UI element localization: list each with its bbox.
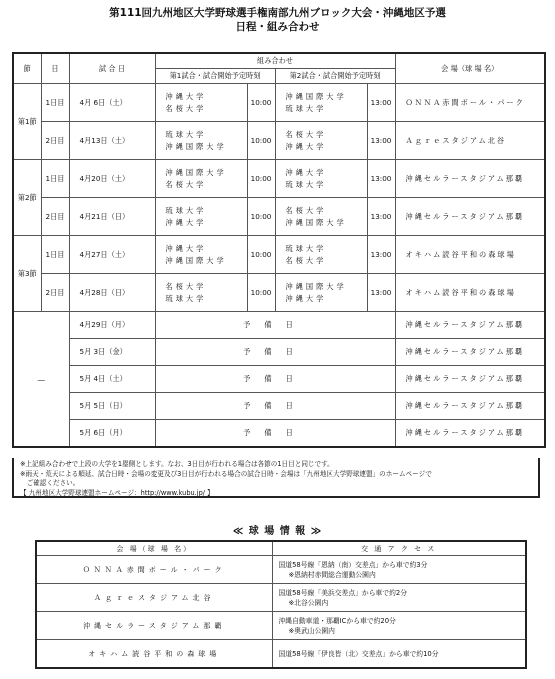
venue-name: Ａｇｒｅスタジアム北谷 xyxy=(36,584,272,612)
team-name: 琉球大学 xyxy=(285,179,327,189)
table-row xyxy=(13,84,545,122)
game1-teams xyxy=(155,236,247,274)
header-date: 試 合 日 xyxy=(69,53,155,84)
game2-time: 13:00 xyxy=(367,160,395,198)
spare-dash: ― xyxy=(13,312,69,448)
note-link-line[interactable]: 【 九州地区大学野球連盟ホームページ：http://www.kubu.jp/ 】 xyxy=(20,488,214,497)
spare-row xyxy=(13,420,545,448)
game1-time: 10:00 xyxy=(247,160,275,198)
day-cell: 2日目 xyxy=(41,198,69,236)
game1-teams xyxy=(155,274,247,312)
date-cell: 4月27日（土） xyxy=(69,236,155,274)
game2-teams xyxy=(275,84,367,122)
team-name: 沖縄大学 xyxy=(285,141,327,151)
game1-time: 10:00 xyxy=(247,122,275,160)
setsu-cell: 第2節 xyxy=(13,160,41,236)
game2-teams xyxy=(275,198,367,236)
access-note: ※北谷公園内 xyxy=(288,598,329,607)
header-kumiawase: 組み合わせ xyxy=(155,53,395,69)
table-row xyxy=(13,236,545,274)
venue-cell: 沖縄セルラースタジアム那覇 xyxy=(395,198,545,236)
spare-label: 予備日 xyxy=(155,312,395,339)
date-cell: 4月13日（土） xyxy=(69,122,155,160)
game2-teams xyxy=(275,236,367,274)
spare-label: 予備日 xyxy=(155,366,395,393)
venue-cell: 沖縄セルラースタジアム那覇 xyxy=(395,160,545,198)
venue-cell: オキハム読谷平和の森球場 xyxy=(395,274,545,312)
game1-teams xyxy=(155,160,247,198)
access-line: 国道58号線「伊良皆（北）交差点」から車で約10分 xyxy=(278,649,439,658)
game2-time: 13:00 xyxy=(367,236,395,274)
note-line: ご確認ください。 xyxy=(20,479,80,487)
schedule-table xyxy=(12,52,546,448)
game2-time: 13:00 xyxy=(367,84,395,122)
table-row xyxy=(13,198,545,236)
team-name: 名桜大学 xyxy=(165,179,207,189)
date-cell: 4月29日（月） xyxy=(69,312,155,339)
header-game2: 第2試合・試合開始予定時刻 xyxy=(275,69,395,84)
team-name: 琉球大学 xyxy=(165,205,207,215)
team-name: 沖縄大学 xyxy=(165,91,207,101)
table-row xyxy=(36,640,526,669)
team-name: 琉球大学 xyxy=(285,243,327,253)
day-cell: 1日目 xyxy=(41,236,69,274)
header-row xyxy=(13,53,545,69)
venue-cell: ＯＮＮＡ赤間ボール・パーク xyxy=(395,84,545,122)
table-row xyxy=(13,160,545,198)
date-cell: 5月 6日（月） xyxy=(69,420,155,448)
page-title: 第111回九州地区大学野球選手権南部九州ブロック大会・沖縄地区予選 xyxy=(109,7,446,19)
game1-time: 10:00 xyxy=(247,84,275,122)
team-name: 沖縄国際大学 xyxy=(165,167,227,177)
date-cell: 4月 6日（土） xyxy=(69,84,155,122)
venue-cell: 沖縄セルラースタジアム那覇 xyxy=(395,420,545,448)
spare-label: 予備日 xyxy=(155,393,395,420)
table-row xyxy=(13,122,545,160)
game2-teams xyxy=(275,160,367,198)
team-name: 沖縄国際大学 xyxy=(285,91,347,101)
page-subtitle: 日程・組み合わせ xyxy=(235,21,320,33)
spare-row xyxy=(13,339,545,366)
spare-label: 予備日 xyxy=(155,339,395,366)
game2-time: 13:00 xyxy=(367,198,395,236)
venue-access xyxy=(272,612,526,640)
game2-teams xyxy=(275,122,367,160)
spare-row xyxy=(13,393,545,420)
team-name: 名桜大学 xyxy=(285,205,327,215)
venue-name: ＯＮＮＡ赤間ボール・パーク xyxy=(36,556,272,584)
date-cell: 4月21日（日） xyxy=(69,198,155,236)
header-row xyxy=(36,541,526,556)
header-venue: 会 場（球 場 名） xyxy=(395,53,545,84)
notes-box xyxy=(12,458,540,498)
note-line: ※上記組み合わせで上段の大学を1塁側とします。なお、3日目が行われる場合は各節の1日目と同じです。 xyxy=(20,460,334,468)
day-cell: 1日目 xyxy=(41,160,69,198)
team-name: 沖縄大学 xyxy=(165,217,207,227)
header-nichi: 日 xyxy=(41,53,69,84)
team-name: 沖縄国際大学 xyxy=(285,281,347,291)
game2-time: 13:00 xyxy=(367,122,395,160)
date-cell: 5月 5日（日） xyxy=(69,393,155,420)
venue-access xyxy=(272,556,526,584)
game1-teams xyxy=(155,84,247,122)
table-row xyxy=(36,556,526,584)
access-line: 沖縄自動車道・那覇ICから車で約20分 xyxy=(278,616,396,625)
table-row xyxy=(36,584,526,612)
venue-access xyxy=(272,640,526,669)
game2-teams xyxy=(275,274,367,312)
game1-time: 10:00 xyxy=(247,274,275,312)
access-note: ※恩納村赤間総合運動公園内 xyxy=(288,570,376,579)
venue-cell: 沖縄セルラースタジアム那覇 xyxy=(395,366,545,393)
venue-access xyxy=(272,584,526,612)
access-line: 国道58号線「美浜交差点」から車で約2分 xyxy=(278,588,408,597)
venue-info-table xyxy=(35,540,527,669)
date-cell: 5月 4日（土） xyxy=(69,366,155,393)
date-cell: 4月20日（土） xyxy=(69,160,155,198)
setsu-cell: 第3節 xyxy=(13,236,41,312)
spare-row xyxy=(13,312,545,339)
setsu-cell: 第1節 xyxy=(13,84,41,160)
venue-info-title: ≪ 球 場 情 報 ≫ xyxy=(232,526,323,537)
venue-name: オキハム読谷平和の森球場 xyxy=(36,640,272,669)
table-row xyxy=(36,612,526,640)
game2-time: 13:00 xyxy=(367,274,395,312)
venue-cell: 沖縄セルラースタジアム那覇 xyxy=(395,312,545,339)
team-name: 沖縄国際大学 xyxy=(165,141,227,151)
venue-cell: オキハム読谷平和の森球場 xyxy=(395,236,545,274)
team-name: 沖縄大学 xyxy=(285,167,327,177)
team-name: 沖縄国際大学 xyxy=(165,255,227,265)
team-name: 琉球大学 xyxy=(165,293,207,303)
spare-row xyxy=(13,366,545,393)
game1-time: 10:00 xyxy=(247,198,275,236)
team-name: 沖縄大学 xyxy=(165,243,207,253)
venue-cell: Ａｇｒｅスタジアム北谷 xyxy=(395,122,545,160)
date-cell: 4月28日（日） xyxy=(69,274,155,312)
team-name: 名桜大学 xyxy=(285,129,327,139)
date-cell: 5月 3日（金） xyxy=(69,339,155,366)
access-note: ※奥武山公園内 xyxy=(288,626,335,635)
team-name: 琉球大学 xyxy=(165,129,207,139)
access-line: 国道58号線「恩納（南）交差点」から車で約3分 xyxy=(278,560,428,569)
team-name: 名桜大学 xyxy=(165,281,207,291)
day-cell: 2日目 xyxy=(41,122,69,160)
day-cell: 1日目 xyxy=(41,84,69,122)
team-name: 琉球大学 xyxy=(285,103,327,113)
team-name: 沖縄国際大学 xyxy=(285,217,347,227)
game1-teams xyxy=(155,198,247,236)
header-setsu: 節 xyxy=(13,53,41,84)
venue-cell: 沖縄セルラースタジアム那覇 xyxy=(395,393,545,420)
header-game1: 第1試合・試合開始予定時刻 xyxy=(155,69,275,84)
day-cell: 2日目 xyxy=(41,274,69,312)
venue-cell: 沖縄セルラースタジアム那覇 xyxy=(395,339,545,366)
header-access: 交 通 ア ク セ ス xyxy=(272,541,526,556)
game1-time: 10:00 xyxy=(247,236,275,274)
game1-teams xyxy=(155,122,247,160)
venue-name: 沖縄セルラースタジアム那覇 xyxy=(36,612,272,640)
team-name: 沖縄大学 xyxy=(285,293,327,303)
spare-label: 予備日 xyxy=(155,420,395,448)
team-name: 名桜大学 xyxy=(285,255,327,265)
note-line: ※雨天・荒天による順延、試合日時・会場の変更及び3日目が行われる場合の試合日時・会場は「九州地区大学野球連盟」のホームページで xyxy=(20,469,432,478)
table-row xyxy=(13,274,545,312)
team-name: 名桜大学 xyxy=(165,103,207,113)
header-venue: 会 場（球 場 名） xyxy=(36,541,272,556)
